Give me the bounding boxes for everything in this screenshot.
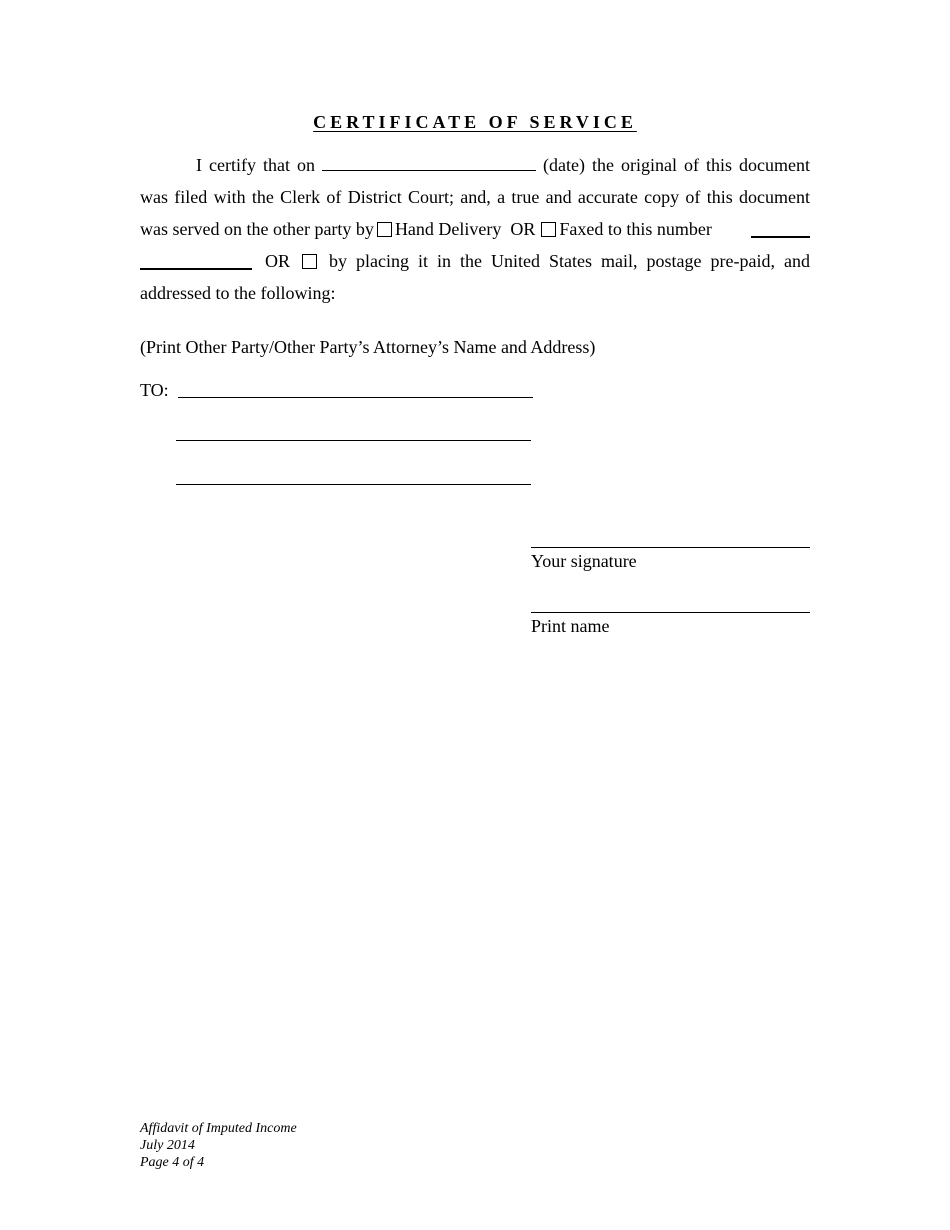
to-label: TO:	[140, 380, 169, 400]
or-label-2: OR	[265, 251, 291, 271]
or-label-1: OR	[510, 219, 536, 239]
page-footer	[140, 1120, 297, 1171]
served-text: was served on the other party by	[140, 219, 374, 239]
paragraph-line-2: was filed with the Clerk of District Court; and, a true and accurate copy of this document	[140, 187, 810, 207]
address-line-2[interactable]	[176, 440, 531, 441]
footer-date: July 2014	[140, 1138, 195, 1153]
footer-page-number: Page 4 of 4	[140, 1155, 205, 1170]
print-name-line[interactable]	[531, 612, 810, 613]
address-line-1[interactable]	[178, 397, 533, 398]
mail-text: by placing it in the United States mail, postage pre-paid, and	[329, 251, 811, 271]
signature-line[interactable]	[531, 547, 810, 548]
paragraph-line-1	[140, 153, 810, 177]
fax-number-field-part-2[interactable]	[140, 268, 252, 270]
paragraph-line-4	[265, 249, 810, 273]
date-text: (date) the original of this document	[543, 155, 810, 175]
recipient-instruction: (Print Other Party/Other Party’s Attorney’s Name and Address)	[140, 337, 596, 357]
paragraph-line-5: addressed to the following:	[140, 283, 336, 303]
paragraph-line-3	[140, 217, 810, 241]
footer-form-name: Affidavit of Imputed Income	[140, 1121, 297, 1136]
signature-label: Your signature	[531, 551, 637, 571]
document-title: CERTIFICATE OF SERVICE	[313, 112, 637, 132]
certify-text: I certify that on	[196, 155, 315, 175]
hand-delivery-label: Hand Delivery	[394, 219, 502, 239]
mail-checkbox[interactable]	[302, 254, 317, 269]
date-field[interactable]	[322, 156, 536, 171]
print-name-label: Print name	[531, 616, 610, 636]
fax-number-field-part-1[interactable]	[751, 236, 810, 238]
address-line-3[interactable]	[176, 484, 531, 485]
faxed-checkbox[interactable]	[541, 222, 556, 237]
faxed-label: Faxed to this number	[559, 219, 712, 239]
hand-delivery-checkbox[interactable]	[377, 222, 392, 237]
